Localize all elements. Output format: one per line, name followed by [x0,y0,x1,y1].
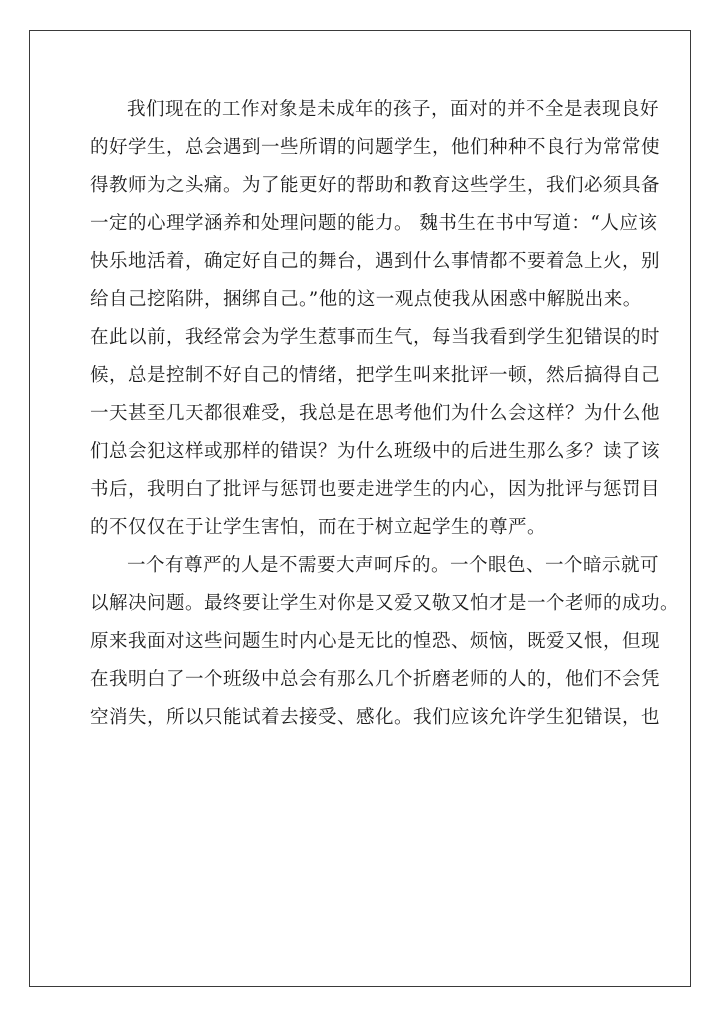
document-body [90,91,680,737]
text-line: 得教师为之头痛。为了能更好的帮助和教育这些学生，我们必须具备 [90,175,661,196]
text-line: 给自己挖陷阱，捆绑自己。”他的这一观点使我从困惑中解脱出来。 [90,289,642,310]
text-line: 候，总是控制不好自己的情绪，把学生叫来批评一顿，然后搞得自己 [90,365,661,386]
text-line: 的好学生，总会遇到一些所谓的问题学生，他们种种不良行为常常使 [90,137,661,158]
text-line: 原来我面对这些问题生时内心是无比的惶恐、烦恼，既爱又恨，但现 [90,631,661,652]
text-line: 的不仅仅在于让学生害怕，而在于树立起学生的尊严。 [90,517,547,538]
text-line: 空消失，所以只能试着去接受、感化。我们应该允许学生犯错误，也 [90,707,661,728]
text-line: 一天甚至几天都很难受，我总是在思考他们为什么会这样？为什么他 [90,403,661,424]
text-line: 书后，我明白了批评与惩罚也要走进学生的内心，因为批评与惩罚目 [90,479,661,500]
text-line: 以解决问题。最终要让学生对你是又爱又敬又怕才是一个老师的成功。 [90,593,680,614]
text-line: 一定的心理学涵养和处理问题的能力。 魏书生在书中写道：“人应该 [90,213,658,234]
text-line: 在我明白了一个班级中总会有那么几个折磨老师的人的，他们不会凭 [90,669,661,690]
text-line: 一个有尊严的人是不需要大声呵斥的。一个眼色、一个暗示就可 [127,555,660,576]
paragraph-1 [90,91,661,547]
text-line: 快乐地活着，确定好自己的舞台，遇到什么事情都不要着急上火，别 [90,251,661,272]
text-line: 们总会犯这样或那样的错误？为什么班级中的后进生那么多？读了该 [90,441,661,462]
text-line: 我们现在的工作对象是未成年的孩子，面对的并不全是表现良好 [127,99,660,120]
text-line: 在此以前，我经常会为学生惹事而生气，每当我看到学生犯错误的时 [90,327,661,348]
paragraph-2 [90,547,680,737]
